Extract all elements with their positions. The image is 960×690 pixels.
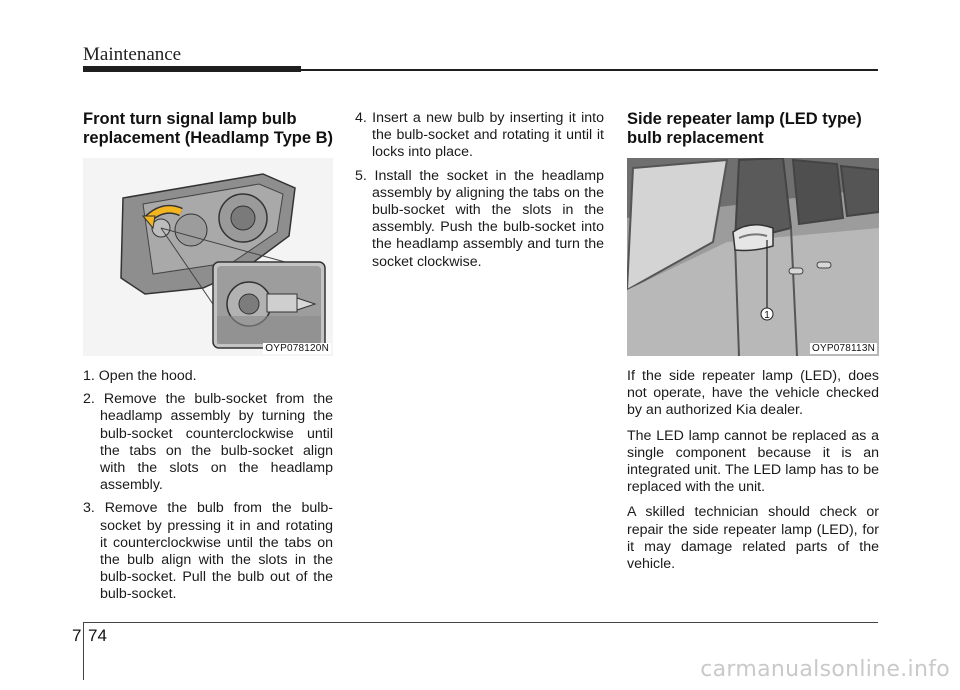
footer-divider: [83, 622, 84, 680]
step-item: 5. Install the socket in the headlamp assembly by aligning the tabs on the bulb-socket with the slots in the assembly. Push the bulb-socket into the headlamp assembly and turn the socket clockwise.: [355, 167, 604, 270]
heading-line: Front turn signal lamp bulb: [83, 110, 297, 128]
section-heading-side-repeater: [627, 110, 879, 148]
watermark: carmanualsonline.info: [700, 657, 950, 682]
footer-rule: [83, 622, 878, 623]
paragraph: The LED lamp cannot be replaced as a single component because it is an integrated unit. The LED lamp has to be replaced with the unit.: [627, 427, 879, 496]
step-item: 3. Remove the bulb from the bulb-socket by pressing it in and rotating it counterclockwise until the tabs on the bulb align with the slots in the bulb-socket. Pull the bulb out of the bulb-socket.: [83, 500, 333, 603]
callout-number: 1: [764, 310, 770, 321]
side-mirror-figure: [627, 158, 879, 356]
column-left: [83, 110, 333, 610]
side-mirror-illustration: [627, 158, 879, 356]
section-heading-turn-signal: [83, 110, 333, 148]
headlamp-figure: [83, 158, 333, 356]
figure-code: OYP078113N: [812, 343, 875, 354]
paragraph: If the side repeater lamp (LED), does not operate, have the vehicle checked by an authorized Kia dealer.: [627, 368, 879, 419]
steps-list-continued: [355, 110, 604, 271]
section-number: 7: [72, 626, 82, 645]
step-item: 2. Remove the bulb-socket from the headlamp assembly by turning the bulb-socket counterclockwise until the tabs on the bulb-socket align with the slots on the headlamp assembly.: [83, 391, 333, 494]
page-number: 74: [88, 626, 107, 645]
figure-code: OYP078120N: [265, 343, 329, 354]
step-item: 1. Open the hood.: [83, 368, 197, 384]
step-item: 4. Insert a new bulb by inserting it into the bulb-socket and rotating it until it locks into place.: [355, 110, 604, 161]
heading-line: Side repeater lamp (LED type): [627, 110, 862, 128]
side-repeater-text: [627, 368, 879, 573]
column-right: [627, 110, 879, 581]
heading-line: bulb replacement: [627, 129, 764, 147]
header-rule-thick: [83, 66, 301, 72]
header-rule: [301, 69, 878, 71]
steps-list: [83, 368, 333, 604]
header-title: Maintenance: [83, 44, 182, 65]
headlamp-illustration: [83, 158, 333, 356]
column-middle: [355, 110, 604, 277]
heading-line: replacement (Headlamp Type B): [83, 129, 334, 147]
paragraph: A skilled technician should check or repair the side repeater lamp (LED), for it may damage related parts of the vehicle.: [627, 504, 879, 573]
